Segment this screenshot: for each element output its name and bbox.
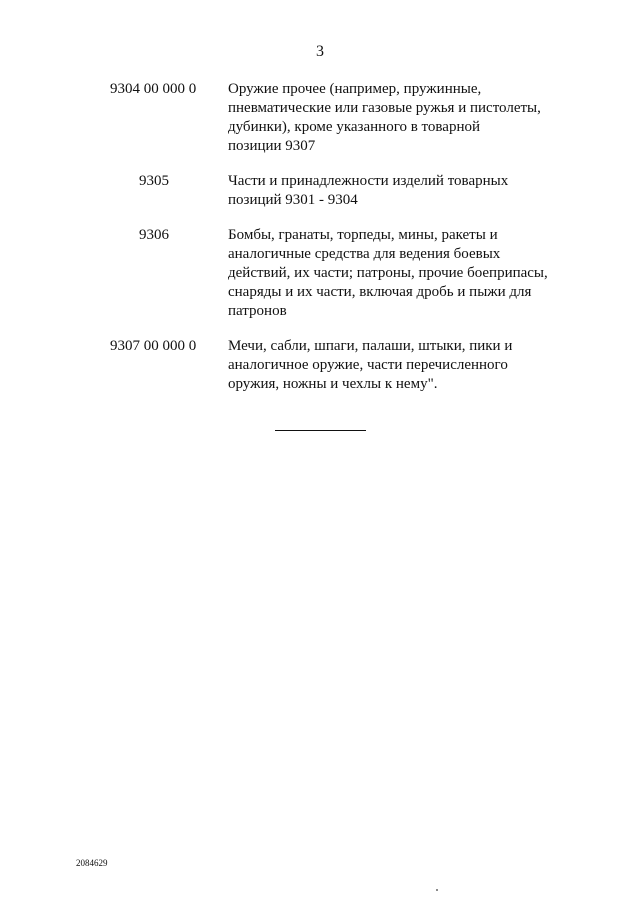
description-line: действий, их части; патроны, прочие боеприпасы, <box>228 265 548 281</box>
tariff-entry-9305 <box>0 172 640 210</box>
description-line: Части и принадлежности изделий товарных <box>228 173 509 189</box>
description-line: Мечи, сабли, шпаги, палаши, штыки, пики и <box>228 338 513 354</box>
tariff-entry-9307 <box>0 337 640 394</box>
entry-code: 9305 <box>139 173 169 189</box>
description-line: дубинки), кроме указанного в товарной <box>228 119 481 135</box>
description-line: патронов <box>228 303 287 319</box>
entry-description <box>228 80 558 156</box>
description-line: пневматические или газовые ружья и пистолеты, <box>228 100 541 116</box>
entry-code: 9307 00 000 0 <box>110 338 197 354</box>
tariff-entry-9306 <box>0 226 640 321</box>
tariff-entry-9304 <box>0 80 640 156</box>
end-of-text-rule <box>275 430 366 431</box>
description-line: позиции 9307 <box>228 138 316 154</box>
entry-code: 9306 <box>139 227 169 243</box>
description-line: аналогичные средства для ведения боевых <box>228 246 501 262</box>
scan-speck <box>436 889 438 891</box>
description-line: Оружие прочее (например, пружинные, <box>228 81 482 97</box>
description-line: снаряды и их части, включая дробь и пыжи для <box>228 284 532 300</box>
tariff-entry-list <box>0 80 640 410</box>
entry-description <box>228 337 558 394</box>
description-line: позиций 9301 - 9304 <box>228 192 358 208</box>
entry-description <box>228 172 558 210</box>
entry-description <box>228 226 558 321</box>
page-number: 3 <box>316 43 324 60</box>
document-id: 2084629 <box>76 858 108 868</box>
description-line: аналогичное оружие, части перечисленного <box>228 357 508 373</box>
description-line: Бомбы, гранаты, торпеды, мины, ракеты и <box>228 227 498 243</box>
description-line: оружия, ножны и чехлы к нему". <box>228 376 438 392</box>
entry-code: 9304 00 000 0 <box>110 81 197 97</box>
